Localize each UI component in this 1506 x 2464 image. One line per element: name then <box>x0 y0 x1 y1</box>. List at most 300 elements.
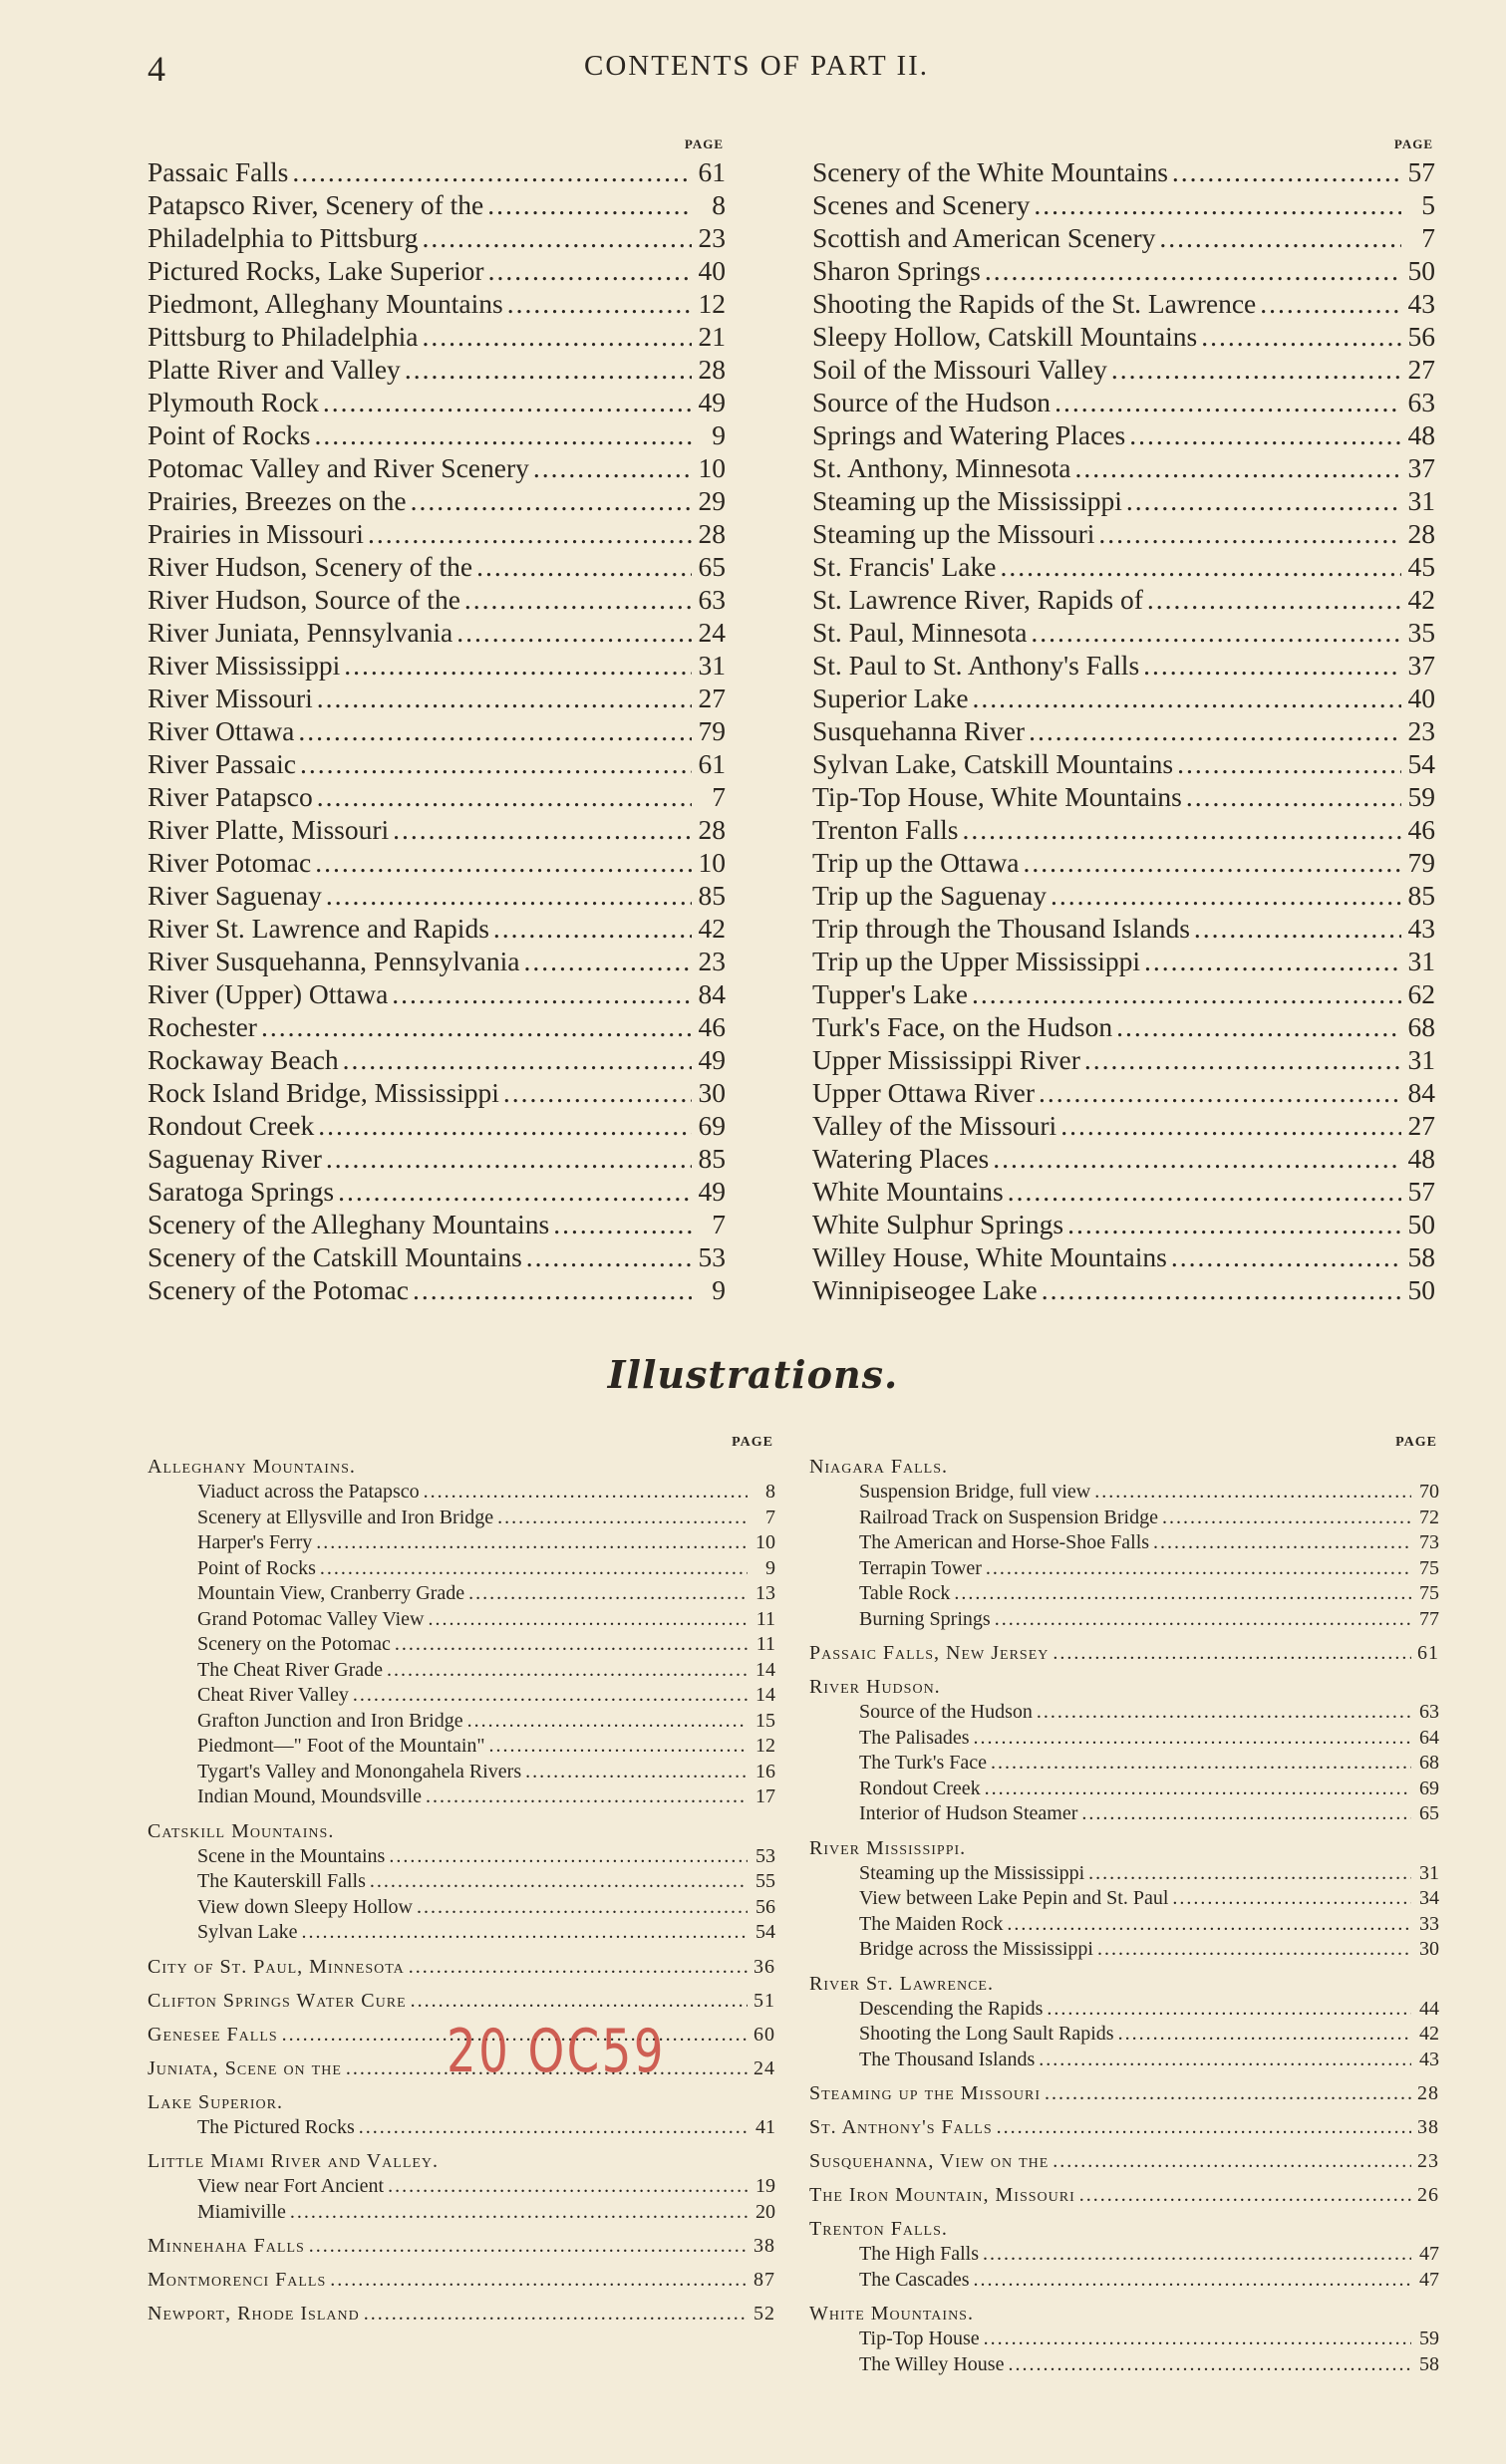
group-title: Juniata, Scene on the <box>148 2056 342 2079</box>
dot-leader <box>1074 451 1401 484</box>
item-title: Mountain View, Cranberry Grade <box>197 1582 465 1604</box>
dot-leader <box>1084 1043 1401 1076</box>
entry-page: 10 <box>698 847 726 878</box>
illustration-group <box>809 2080 1439 2106</box>
dot-leader <box>1111 353 1401 386</box>
illustration-item <box>148 2115 775 2141</box>
item-title: Tip-Top House <box>859 2327 980 2349</box>
index-entry <box>148 616 726 649</box>
entry-page: 40 <box>698 255 726 286</box>
illustration-item <box>148 1632 775 1658</box>
item-page: 11 <box>755 1607 775 1630</box>
entry-title: River Platte, Missouri <box>148 814 390 845</box>
illustration-group <box>809 1674 1439 1827</box>
item-page: 9 <box>765 1556 775 1579</box>
group-title: St. Anthony's Falls <box>809 2116 993 2138</box>
index-entry <box>148 1010 726 1043</box>
illustration-item <box>809 1581 1439 1607</box>
item-page: 12 <box>755 1735 775 1757</box>
dot-leader <box>497 1506 748 1531</box>
index-entry <box>812 550 1435 583</box>
index-list <box>148 155 726 1306</box>
group-page: 26 <box>1417 2184 1439 2206</box>
entry-page: 56 <box>1407 321 1435 352</box>
dot-leader <box>370 1869 748 1895</box>
dot-leader <box>525 1760 748 1785</box>
illustration-item <box>148 1683 775 1709</box>
item-title: View down Sleepy Hollow <box>197 1895 413 1918</box>
dot-leader <box>973 682 1401 714</box>
dot-leader <box>1126 484 1401 517</box>
group-title: Susquehanna, View on the <box>809 2150 1050 2172</box>
illustration-group <box>148 1818 775 1946</box>
group-title: Lake Superior. <box>148 2090 284 2113</box>
group-page: 51 <box>753 1989 775 2012</box>
item-title: Table Rock <box>859 1582 951 1604</box>
entry-page: 23 <box>1407 715 1435 746</box>
item-title: Descending the Rapids <box>859 1997 1044 2020</box>
entry-title: Patapsco River, Scenery of the <box>148 189 484 220</box>
group-title: Passaic Falls, New Jersey <box>809 1642 1050 1664</box>
index-entry <box>148 813 726 846</box>
item-title: Point of Rocks <box>197 1556 316 1579</box>
entry-title: Platte River and Valley <box>148 354 401 385</box>
dot-leader <box>507 287 692 320</box>
entry-page: 31 <box>1407 1044 1435 1075</box>
index-entry <box>812 747 1435 780</box>
dot-leader <box>974 2268 1411 2294</box>
entry-page: 54 <box>1407 748 1435 779</box>
entry-title: Tip-Top House, White Mountains <box>812 781 1182 812</box>
dot-leader <box>405 353 692 386</box>
index-entry <box>148 747 726 780</box>
index-entry <box>148 320 726 353</box>
illustration-item <box>809 2242 1439 2268</box>
item-title: Scenery at Ellysville and Iron Bridge <box>197 1506 494 1528</box>
index-entry <box>148 649 726 682</box>
group-title: White Mountains. <box>809 2303 974 2325</box>
index-entry <box>148 846 726 879</box>
item-page: 14 <box>755 1658 775 1681</box>
entry-page: 42 <box>1407 584 1435 615</box>
item-title: Burning Springs <box>859 1607 991 1630</box>
entry-title: Prairies, Breezes on the <box>148 485 407 516</box>
dot-leader <box>1194 912 1401 945</box>
entry-page: 58 <box>1407 1241 1435 1272</box>
illustration-item <box>809 2352 1439 2378</box>
entry-page: 62 <box>1407 978 1435 1009</box>
illustration-item <box>809 1480 1439 1506</box>
entry-page: 63 <box>698 584 726 615</box>
illustration-group <box>809 1971 1439 2073</box>
item-page: 75 <box>1419 1582 1439 1604</box>
dot-leader <box>493 912 692 945</box>
index-entry <box>148 977 726 1010</box>
entry-title: Superior Lake <box>812 683 969 713</box>
dot-leader <box>298 714 692 747</box>
entry-page: 50 <box>1407 1209 1435 1239</box>
item-title: Interior of Hudson Steamer <box>859 1802 1078 1824</box>
item-page: 56 <box>755 1895 775 1918</box>
item-title: The Cheat River Grade <box>197 1658 384 1681</box>
dot-leader <box>1201 320 1401 353</box>
dot-leader <box>392 977 692 1010</box>
group-page: 38 <box>753 2235 775 2257</box>
dot-leader <box>395 1632 748 1658</box>
index-entry <box>812 451 1435 484</box>
item-page: 41 <box>755 2115 775 2138</box>
group-page: 36 <box>753 1955 775 1978</box>
illustration-item <box>809 1861 1439 1887</box>
group-title: Little Miami River and Valley. <box>148 2150 440 2172</box>
item-page: 31 <box>1419 1861 1439 1884</box>
entry-title: Potomac Valley and River Scenery <box>148 452 529 483</box>
item-title: Railroad Track on Suspension Bridge <box>859 1506 1158 1528</box>
group-page: 24 <box>753 2056 775 2079</box>
item-page: 55 <box>755 1870 775 1892</box>
dot-leader <box>1143 649 1401 682</box>
group-title: River Mississippi. <box>809 1836 967 1859</box>
index-entry <box>812 583 1435 616</box>
illustration-item <box>809 1997 1439 2023</box>
page-number: 4 <box>148 49 165 89</box>
index-entry <box>812 714 1435 747</box>
entry-page: 85 <box>698 1143 726 1174</box>
entry-title: River (Upper) Ottawa <box>148 978 389 1009</box>
entry-page: 5 <box>1421 189 1435 220</box>
index-entry <box>812 1142 1435 1175</box>
illustration-group <box>809 2114 1439 2140</box>
entry-page: 85 <box>698 880 726 911</box>
index-entry <box>148 221 726 254</box>
entry-page: 28 <box>698 814 726 845</box>
dot-leader <box>1053 1640 1411 1666</box>
index-entry <box>812 1208 1435 1240</box>
item-title: Grand Potomac Valley View <box>197 1607 425 1630</box>
entry-title: River Juniata, Pennsylvania <box>148 617 453 648</box>
illustration-group <box>809 2301 1439 2377</box>
entry-title: River St. Lawrence and Rapids <box>148 913 489 944</box>
illustration-group <box>148 2301 775 2327</box>
illustration-item <box>809 1726 1439 1752</box>
item-title: The American and Horse-Shoe Falls <box>859 1531 1150 1553</box>
entry-page: 50 <box>1407 255 1435 286</box>
entry-page: 30 <box>698 1077 726 1108</box>
item-title: The Thousand Islands <box>859 2048 1036 2070</box>
item-page: 73 <box>1419 1531 1439 1553</box>
index-entry <box>148 418 726 451</box>
dot-leader <box>422 221 692 254</box>
group-title: The Iron Mountain, Missouri <box>809 2184 1075 2206</box>
dot-leader <box>1024 846 1401 879</box>
entry-page: 9 <box>712 419 726 450</box>
group-title-row <box>809 2114 1439 2140</box>
entry-title: St. Anthony, Minnesota <box>812 452 1071 483</box>
item-page: 16 <box>755 1760 775 1782</box>
dot-leader <box>972 977 1401 1010</box>
dot-leader <box>424 1480 748 1506</box>
index-entry <box>148 353 726 386</box>
entry-title: Pictured Rocks, Lake Superior <box>148 255 484 286</box>
group-page: 52 <box>753 2303 775 2325</box>
group-title: River Hudson. <box>809 1676 941 1698</box>
dot-leader <box>309 2233 748 2259</box>
index-entry <box>148 912 726 945</box>
index-entry <box>148 945 726 977</box>
dot-leader <box>422 320 692 353</box>
dot-leader <box>300 747 692 780</box>
dot-leader <box>359 2115 748 2141</box>
dot-leader <box>962 813 1401 846</box>
item-title: Scenery on the Potomac <box>197 1633 391 1655</box>
item-page: 47 <box>1419 2268 1439 2291</box>
page-column-label: PAGE <box>1395 1435 1437 1450</box>
illustration-item <box>148 1530 775 1556</box>
entry-page: 63 <box>1407 387 1435 417</box>
dot-leader <box>1260 287 1401 320</box>
index-entry <box>148 1109 726 1142</box>
group-title-row <box>809 2080 1439 2106</box>
page-column-label: PAGE <box>732 1435 773 1450</box>
item-title: Rondout Creek <box>859 1777 981 1799</box>
dot-leader <box>1177 747 1401 780</box>
group-page: 61 <box>1417 1642 1439 1664</box>
entry-page: 24 <box>698 617 726 648</box>
entry-page: 7 <box>712 1209 726 1239</box>
item-page: 33 <box>1419 1912 1439 1935</box>
illustration-group <box>148 1454 775 1810</box>
group-title: Trenton Falls. <box>809 2218 948 2240</box>
dot-leader <box>503 1076 692 1109</box>
index-entry <box>812 418 1435 451</box>
index-entry <box>812 353 1435 386</box>
entry-title: Scottish and American Scenery <box>812 222 1156 253</box>
entry-page: 46 <box>1407 814 1435 845</box>
index-entry <box>148 155 726 188</box>
dot-leader <box>1053 2148 1411 2174</box>
dot-leader <box>344 649 692 682</box>
illustration-item <box>809 1937 1439 1963</box>
entry-page: 27 <box>1407 354 1435 385</box>
entry-title: St. Lawrence River, Rapids of <box>812 584 1143 615</box>
entry-title: Passaic Falls <box>148 156 289 187</box>
entry-title: Steaming up the Mississippi <box>812 485 1122 516</box>
dot-leader <box>411 1988 748 2014</box>
dot-leader <box>476 550 692 583</box>
dot-leader <box>1047 1997 1411 2023</box>
entry-page: 85 <box>1407 880 1435 911</box>
group-title: Steaming up the Missouri <box>809 2082 1042 2104</box>
illustrations-list <box>148 1454 775 2327</box>
index-entry <box>812 977 1435 1010</box>
dot-leader <box>389 1844 748 1870</box>
item-title: The Kauterskill Falls <box>197 1870 366 1892</box>
entry-page: 37 <box>1407 452 1435 483</box>
item-page: 30 <box>1419 1938 1439 1960</box>
index-entry <box>812 221 1435 254</box>
entry-title: River Missouri <box>148 683 313 713</box>
entry-title: Trip up the Upper Mississippi <box>812 946 1141 976</box>
entry-title: River Passaic <box>148 748 296 779</box>
index-entry <box>812 287 1435 320</box>
entry-title: St. Paul to St. Anthony's Falls <box>812 650 1140 681</box>
dot-leader <box>426 1784 748 1810</box>
item-page: 72 <box>1419 1506 1439 1528</box>
entry-page: 43 <box>1407 913 1435 944</box>
entry-page: 65 <box>698 551 726 582</box>
group-title-row <box>809 1640 1439 1666</box>
item-page: 58 <box>1419 2352 1439 2375</box>
illustration-group <box>148 2233 775 2259</box>
item-title: Piedmont—" Foot of the Mountain" <box>197 1735 485 1757</box>
dot-leader <box>523 945 692 977</box>
index-entry <box>148 287 726 320</box>
item-title: Steaming up the Mississippi <box>859 1861 1085 1884</box>
index-entry <box>148 1076 726 1109</box>
group-title-row <box>809 2148 1439 2174</box>
dot-leader <box>1067 1208 1401 1240</box>
item-page: 8 <box>765 1481 775 1503</box>
dot-leader <box>417 1895 748 1921</box>
dot-leader <box>997 2114 1411 2140</box>
illustrations-list <box>809 1454 1439 2377</box>
item-page: 34 <box>1419 1887 1439 1909</box>
entry-title: Rock Island Bridge, Mississippi <box>148 1077 499 1108</box>
item-page: 65 <box>1419 1802 1439 1824</box>
entry-page: 23 <box>698 946 726 976</box>
entry-title: Tupper's Lake <box>812 978 968 1009</box>
item-page: 19 <box>755 2175 775 2197</box>
entry-title: Steaming up the Missouri <box>812 518 1095 549</box>
dot-leader <box>409 1954 748 1980</box>
entry-title: Trip up the Ottawa <box>812 847 1020 878</box>
index-entry <box>148 451 726 484</box>
dot-leader <box>1079 2182 1411 2208</box>
dot-leader <box>1162 1506 1411 1531</box>
entry-page: 10 <box>698 452 726 483</box>
index-entry <box>812 320 1435 353</box>
dot-leader <box>991 1751 1411 1777</box>
page-column-label: PAGE <box>1393 137 1433 151</box>
index-column-right <box>812 134 1435 1306</box>
illustration-item <box>148 1556 775 1582</box>
illustration-item <box>148 1895 775 1921</box>
group-title-row <box>148 1988 775 2014</box>
item-page: 63 <box>1419 1701 1439 1723</box>
index-entry <box>812 1109 1435 1142</box>
index-entry <box>812 945 1435 977</box>
entry-page: 28 <box>698 354 726 385</box>
index-entry <box>812 1240 1435 1273</box>
dot-leader <box>456 616 692 649</box>
dot-leader <box>983 2242 1411 2268</box>
dot-leader <box>464 583 692 616</box>
entry-title: Willey House, White Mountains <box>812 1241 1167 1272</box>
illustration-item <box>148 1734 775 1760</box>
entry-title: Rondout Creek <box>148 1110 315 1141</box>
entry-title: St. Paul, Minnesota <box>812 617 1028 648</box>
dot-leader <box>1042 1273 1401 1306</box>
item-title: The Willey House <box>859 2352 1005 2375</box>
entry-title: Source of the Hudson <box>812 387 1052 417</box>
item-page: 47 <box>1419 2243 1439 2265</box>
entry-title: Sylvan Lake, Catskill Mountains <box>812 748 1174 779</box>
dot-leader <box>1088 1861 1411 1887</box>
dot-leader <box>533 451 692 484</box>
illustration-item <box>809 1530 1439 1556</box>
entry-page: 61 <box>698 748 726 779</box>
entry-page: 27 <box>1407 1110 1435 1141</box>
entry-title: Soil of the Missouri Valley <box>812 354 1107 385</box>
entry-title: Scenery of the White Mountains <box>812 156 1168 187</box>
dot-leader <box>1159 221 1401 254</box>
entry-page: 84 <box>698 978 726 1009</box>
dot-leader <box>488 254 692 287</box>
group-title-row <box>148 2233 775 2259</box>
entry-page: 48 <box>1407 419 1435 450</box>
illustration-item <box>809 1912 1439 1938</box>
illustration-group <box>148 1954 775 1980</box>
item-page: 44 <box>1419 1997 1439 2020</box>
illustration-group <box>148 2089 775 2141</box>
illustration-group <box>148 1988 775 2014</box>
illustration-group <box>148 2148 775 2225</box>
illustration-item <box>148 1760 775 1785</box>
index-entry <box>148 1273 726 1306</box>
dot-leader <box>315 846 692 879</box>
entry-title: Saratoga Springs <box>148 1176 335 1207</box>
index-entry <box>812 1043 1435 1076</box>
group-page: 23 <box>1417 2150 1439 2172</box>
illustration-item <box>148 1506 775 1531</box>
dot-leader <box>364 2301 748 2327</box>
index-column-left <box>148 134 726 1306</box>
entry-page: 49 <box>698 387 726 417</box>
illustration-group <box>809 2182 1439 2208</box>
dot-leader <box>318 1109 692 1142</box>
item-page: 59 <box>1419 2327 1439 2349</box>
entry-page: 69 <box>698 1110 726 1141</box>
dot-leader <box>467 1709 748 1735</box>
item-page: 70 <box>1419 1481 1439 1503</box>
dot-leader <box>1037 1700 1411 1726</box>
dot-leader <box>290 2200 748 2226</box>
dot-leader <box>1147 583 1401 616</box>
item-title: Miamiville <box>197 2200 286 2223</box>
entry-title: Philadelphia to Pittsburg <box>148 222 419 253</box>
illustration-item <box>809 2327 1439 2352</box>
item-title: The Cascades <box>859 2268 970 2291</box>
entry-title: River Ottawa <box>148 715 295 746</box>
item-page: 15 <box>755 1709 775 1732</box>
entry-title: White Mountains <box>812 1176 1004 1207</box>
entry-page: 49 <box>698 1044 726 1075</box>
item-title: Scene in the Mountains <box>197 1844 386 1867</box>
dot-leader <box>1045 2080 1411 2106</box>
dot-leader <box>487 188 692 221</box>
entry-page: 84 <box>1407 1077 1435 1108</box>
group-page: 60 <box>753 2023 775 2046</box>
dot-leader <box>985 254 1401 287</box>
dot-leader <box>1116 1010 1401 1043</box>
entry-title: White Sulphur Springs <box>812 1209 1064 1239</box>
illustration-group <box>809 1640 1439 1666</box>
entry-title: Point of Rocks <box>148 419 311 450</box>
illustration-item <box>148 1920 775 1946</box>
item-title: Grafton Junction and Iron Bridge <box>197 1709 463 1732</box>
illustration-item <box>809 2022 1439 2048</box>
dot-leader <box>302 1920 748 1946</box>
